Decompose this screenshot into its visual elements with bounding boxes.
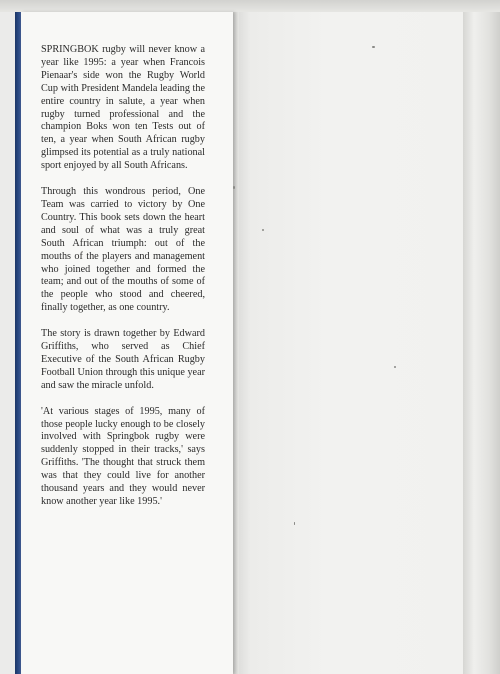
blurb-paragraph-3: The story is drawn together by Edward Griffiths, who served as Chief Executive of the South African Rugby Football Union through this unique year and saw the miracle unfold. <box>41 328 205 391</box>
dust-speck <box>262 229 264 231</box>
blurb-paragraph-2: Through this wondrous period, One Team was carried to victory by One Country. This book sets down the heart and soul of what was a truly great South African triumph: out of the mouths of the players and management who joined together and formed the team; and out of the mouths of some of the people who stood and cheered, finally together, as one country. <box>41 186 205 314</box>
dust-speck <box>372 46 375 48</box>
dust-speck <box>394 366 396 368</box>
blurb-paragraph-1: SPRINGBOK rugby will never know a year like 1995: a year when Francois Pienaar's side won the Rugby World Cup with President Mandela leading the entire country in salute, a year when rugby turned professional and the champion Boks won ten Tests out of ten, a year when South African rugby glimpsed its potential as a truly national sport enjoyed by all South Africans. <box>41 44 205 172</box>
right-cover-page <box>237 12 463 674</box>
dust-speck <box>294 522 295 525</box>
right-cover-edge <box>463 12 500 674</box>
blurb-paragraph-4: 'At various stages of 1995, many of those people lucky enough to be closely involved with Springbok rugby were suddenly stopped in their tracks,' says Griffiths. 'The thought that struck them was that they could live for another thousand years and they would never know another year like 1995.' <box>41 405 205 507</box>
blue-spine-edge <box>15 12 21 674</box>
top-edge <box>0 0 500 12</box>
dust-speck <box>233 186 235 189</box>
flap-blurb <box>41 44 205 522</box>
page-gutter <box>233 12 239 674</box>
